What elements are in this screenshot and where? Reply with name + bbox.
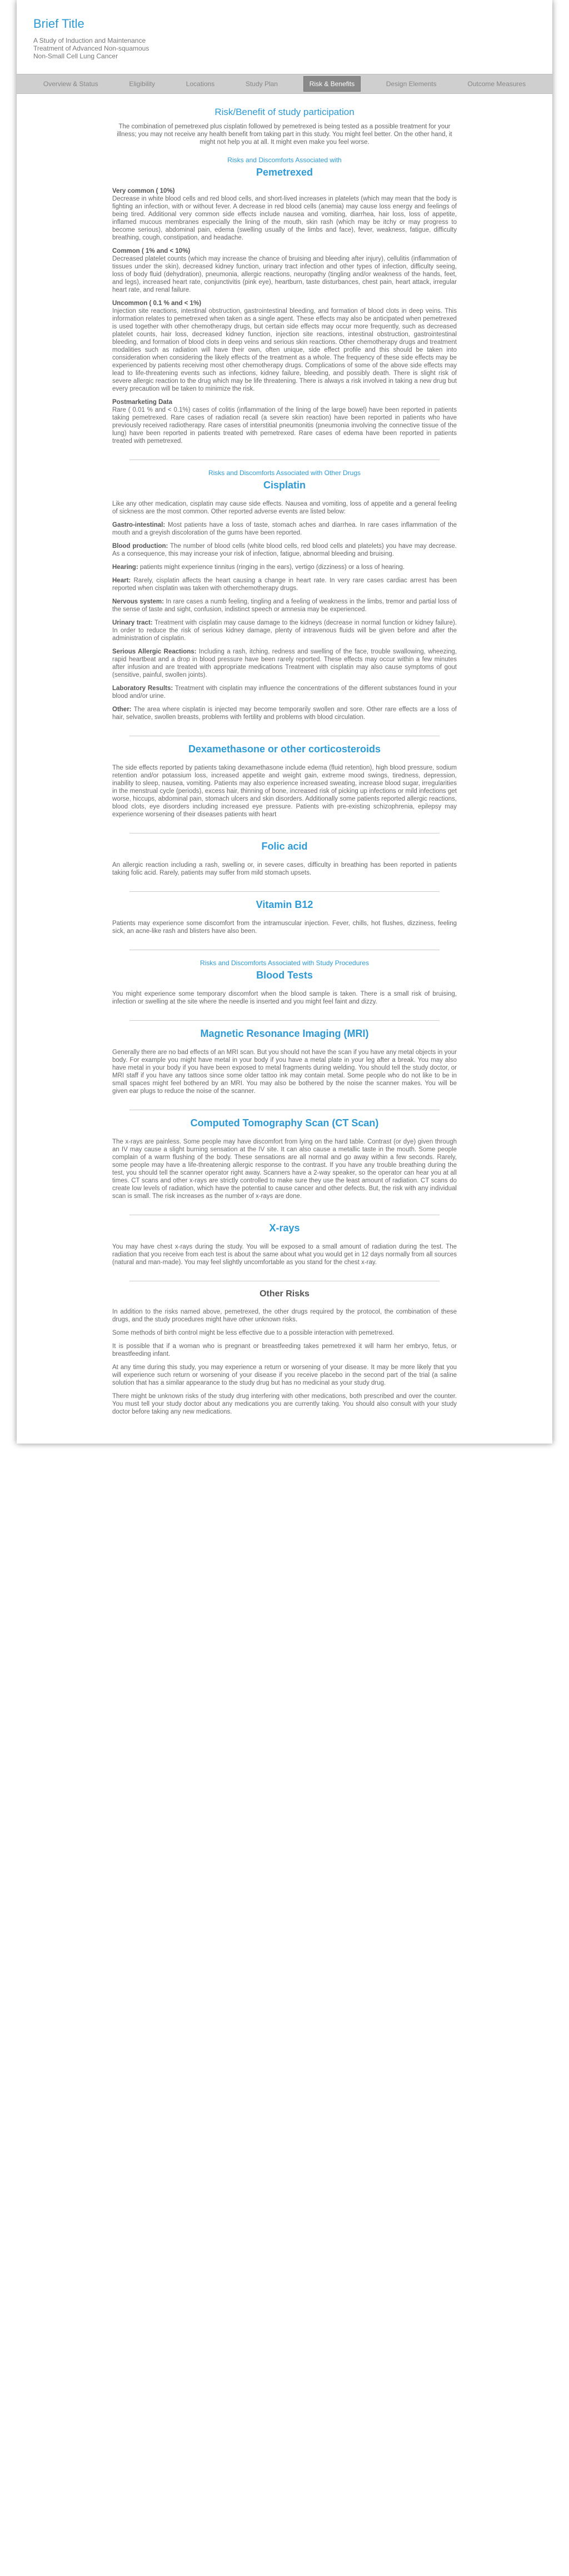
- freq-text: Injection site reactions, intestinal obstruction, gastrointestinal bleeding, and formation of blood clots in deep veins. This information relates to pemetrexed when taken as a single agent. These effects may also be anticipated when pemetrexed is used together with other chemotherapy drugs, but certain side effects may occur more frequently, such as decreased platelet counts, hair loss, decreased kidney function, injection site reactions, intestinal obstruction, gastrointestinal bleeding, and formation of blood clots in deep veins and serious skin reactions. Other chemotherapy drugs and treatment modalities such as radiation will have their own, often unique, side effect profile and this should be taken into consideration when considering the likely effects of the treatment as a whole. The frequency of these side effects may be experienced by patients receiving most other chemotherapy drugs. Complications of some of the above side effects may lead to life-threatening events such as infections, kidney failure, bleeding, and possibly death. There is slight risk of severe allergic reaction to the drug which may be life threatening. There is always a risk involved in taking a new drug but every precaution will be taken to minimize the risk.: [112, 308, 457, 392]
- drug-title-folic-acid: Folic acid: [261, 841, 308, 852]
- item-label: Gastro-intestinal:: [112, 522, 166, 528]
- cisplatin-item: [112, 521, 457, 537]
- item-text: The number of blood cells (white blood cells, red blood cells and platelets) you have may decrease. As a consequence, this may increase your risk of infection, fatigue, abnormal bleeding and bruising.: [112, 543, 457, 557]
- subtitle-line: A Study of Induction and Maintenance: [33, 37, 146, 44]
- tab-risk-benefits[interactable]: Risk & Benefits: [303, 76, 361, 92]
- page-frame: [17, 0, 552, 1444]
- vitamin-b12-text: Patients may experience some discomfort from the intramuscular injection. Fever, chills, hot flushes, dizziness, feeling sick, an acne-like rash and blisters have also been.: [112, 920, 457, 935]
- cisplatin-item: [112, 648, 457, 679]
- item-text: In rare cases a numb feeling, tingling and a feeling of weakness in the limbs, tremor and partial loss of the sense of taste and sight, confusion, indistinct speech or amnesia may be experienced.: [112, 598, 457, 613]
- item-label: Blood production:: [112, 543, 168, 550]
- item-text: Treatment with cisplatin may cause damage to the kidneys (decrease in normal function or kidney failure). In order to reduce the risk of serious kidney damage, plenty of intravenous fluids will be given before and after the administration of cisplatin.: [112, 620, 457, 642]
- brief-title: Brief Title: [33, 17, 84, 31]
- cisplatin-intro: Like any other medication, cisplatin may cause side effects. Nausea and vomiting, loss of appetite and a general feeling of sickness are the most common. Other reported adverse events are listed below:: [112, 501, 457, 515]
- cisplatin-item: [112, 598, 457, 613]
- other-risks-text: It is possible that if a woman who is pregnant or breastfeeding takes pemetrexed it will harm her embryo, fetus, or breastfeeding infant.: [112, 1343, 457, 1357]
- section-label-pemetrexed: Risks and Discomforts Associated with: [227, 156, 342, 164]
- tab-outcome-measures[interactable]: Outcome Measures: [467, 80, 526, 88]
- tab-design-elements[interactable]: Design Elements: [386, 80, 437, 88]
- freq-title: Very common ( 10%): [112, 188, 175, 194]
- tab-eligibility[interactable]: Eligibility: [129, 80, 156, 88]
- drug-title-vitamin-b12: Vitamin B12: [256, 899, 313, 910]
- divider: [129, 891, 440, 892]
- other-risks-text: There might be unknown risks of the study drug interfering with other medications, both prescribed and over the counter. You must tell your study doctor about any medications you are currently taking. You should also consult with your study doctor before taking any new medications.: [112, 1393, 457, 1415]
- folic-acid-text: An allergic reaction including a rash, swelling or, in severe cases, difficulty in breathing has been reported in patients taking folic acid. Rarely, patients may suffer from mild stomach upsets.: [112, 862, 457, 876]
- section-label-procedures: Risks and Discomforts Associated with Study Procedures: [199, 959, 370, 967]
- tab-locations[interactable]: Locations: [186, 80, 215, 88]
- page-title: Risk/Benefit of study participation: [214, 107, 355, 117]
- item-label: Nervous system:: [112, 598, 164, 605]
- brief-header: [17, 0, 552, 74]
- freq-text: Decreased platelet counts (which may increase the chance of bruising and bleeding after injury), cellulitis (inflammation of tissues under the skin), decreased kidney function, urinary tract infection and other types of infection, difficulty seeing, loss of body fluid (dehydration), pneumonia, allergic reactions, neuropathy (tingling and/or weakness of the hands, feet, and legs), increased heart rate, conjunctivitis (pink eye), heartburn, taste disturbances, chest pain, heart attack, irregular heart rate, and renal failure.: [112, 256, 457, 293]
- drug-title-cisplatin: Cisplatin: [263, 480, 306, 491]
- tab-overview-status[interactable]: Overview & Status: [43, 80, 98, 88]
- item-text: Most patients have a loss of taste, stomach aches and diarrhea. In rare cases inflammation of the mouth and a greyish discoloration of the gums have been reported.: [112, 522, 457, 536]
- item-label: Laboratory Results:: [112, 685, 173, 692]
- procedure-title-xrays: X-rays: [269, 1222, 300, 1234]
- tab-study-plan[interactable]: Study Plan: [245, 80, 278, 88]
- procedure-title-mri: Magnetic Resonance Imaging (MRI): [200, 1028, 369, 1039]
- item-text: Including a rash, itching, redness and swelling of the face, trouble swallowing, wheezing, rapid heartbeat and a drop in blood pressure have been rarely reported. These effects may occur within a few minutes after infusion and are treated with appropriate medications Treatment with cisplatin may also cause symptoms of gout (sensitive, painful, swollen joints).: [112, 648, 457, 678]
- procedure-title-blood-tests: Blood Tests: [256, 970, 313, 981]
- ct-scan-text: The x-rays are painless. Some people may have discomfort from lying on the hard table. Contrast (or dye) given through an IV may cause a slight burning sensation at the IV site. It can also cause a metallic taste in the mouth. Some people complain of a warm flushing of the body. These sensations are all normal and go away within a few seconds. Rarely, some people may have a life-threatening allergic response to the contrast. If you have any trouble breathing during the test, you should tell the scanner operator right away. Scanners have a 2-way speaker, so the operator can hear you at all times. CT scans and other x-rays are strictly controlled to make sure they use the least amount of radiation. CT scans do create low levels of radiation, which have the potential to cause cancer and other defects. But, the risk with any individual scan is small. The risk increases as the number of x-rays are done.: [112, 1139, 457, 1200]
- subtitle-line: Non-Small Cell Lung Cancer: [33, 52, 118, 60]
- freq-title: Common ( 1% and < 10%): [112, 248, 191, 254]
- item-text: Treatment with cisplatin may influence the concentrations of the different substances found in your blood and/or urine.: [112, 685, 457, 700]
- other-risks-title: Other Risks: [259, 1289, 310, 1299]
- section-label-other-drugs: Risks and Discomforts Associated with Other Drugs: [208, 469, 361, 477]
- cisplatin-item: [112, 577, 457, 592]
- blood-tests-text: You might experience some temporary discomfort when the blood sample is taken. There is a small risk of bruising, infection or swelling at the site where the needle is inserted and you might feel faint and dizzy.: [112, 991, 457, 1005]
- item-label: Heart:: [112, 577, 131, 584]
- pem-section: [112, 398, 457, 445]
- pem-section: [112, 247, 457, 294]
- other-risks-text: In addition to the risks named above, pemetrexed, the other drugs required by the protocol, the combination of these drugs, and the study procedures might have other unknown risks.: [112, 1309, 457, 1323]
- procedure-title-ct-scan: Computed Tomography Scan (CT Scan): [190, 1117, 379, 1129]
- other-risks-text: Some methods of birth control might be less effective due to a possible interaction with pemetrexed.: [112, 1330, 395, 1336]
- item-label: Other:: [112, 706, 132, 713]
- item-label: Hearing:: [112, 564, 138, 571]
- subtitle-line: Treatment of Advanced Non-squamous: [33, 44, 149, 52]
- section-nav: [17, 74, 552, 94]
- drug-title-dexamethasone: Dexamethasone or other corticosteroids: [188, 743, 381, 755]
- cisplatin-item: [112, 563, 457, 571]
- freq-text: Decrease in white blood cells and red blood cells, and short-lived increases in platelets (which may mean that the body is fighting an infection, with or without fever. A decrease in red blood cells (anemia) may cause loss energy and feelings of being tired. Additional very common side effects include nausea and vomiting, diarrhea, hair loss, loss of appetite, inflamed mucous membranes especially the lining of the mouth, skin rash (which may be itchy or may progress to become serious), abdominal pain, edema (swelling usually of the limbs and face), fever, weakness, fatigue, difficulty breathing, cough, constipation, and headache.: [112, 196, 457, 241]
- intro-text: The combination of pemetrexed plus cisplatin followed by pemetrexed is being tested as a possible treatment for your illness; you may not receive any health benefit from taking part in this study. You might feel better. On the other hand, it might not help you at all. It might even make you feel worse.: [117, 123, 452, 146]
- item-text: patients might experience tinnitus (ringing in the ears), vertigo (dizziness) or a loss of hearing.: [139, 564, 405, 571]
- freq-text: Rare ( 0.01 % and < 0.1%) cases of colitis (inflammation of the lining of the large bowel) have been reported in patients taking pemetrexed. Rare cases of radiation recall (a severe skin reaction) have been reported in patients who have previously received radiotherapy. Rare cases of interstitial pneumonitis (pneumonia involving the connective tissue of the lung) have been reported in patients treated with pemetrexed. Rare cases of edema have been reported in patients treated with pemetrexed.: [112, 407, 457, 445]
- freq-title: Postmarketing Data: [112, 399, 173, 406]
- mri-text: Generally there are no bad effects of an MRI scan. But you should not have the scan if you have any metal objects in your body. For example you might have metal in your body if you have a metal plate in your leg after a break. You may also have metal in your body if you have been exposed to metal fragments during welding. You should tell the study doctor, or MRI staff if you have any tattoos since some older tattoo ink may contain metal. Some people who do not like to be in small spaces might feel bothered by an MRI. You may also be bothered by the noise the scanner makes. You will be given ear plugs to reduce the noise of the scanner.: [112, 1049, 457, 1095]
- pem-section: [112, 299, 457, 393]
- item-label: Urinary tract:: [112, 620, 153, 626]
- other-risks-text: At any time during this study, you may experience a return or worsening of your disease. It may be more likely that you will experience such return or worsening of your disease if you receive placebo in the second part of the trial (a saline solution that has a similar appearance to the study drug but has no medicinal as your study drug.: [112, 1364, 457, 1386]
- item-text: The area where cisplatin is injected may become temporarily swollen and sore. Other rare effects are a loss of hair, selvatice, swollen breasts, problems with fertility and problems with blood circulation.: [112, 706, 457, 721]
- main-content: [112, 94, 457, 1416]
- dexamethasone-text: The side effects reported by patients taking dexamethasone include edema (fluid retention), high blood pressure, sodium retention and/or potassium loss, increased appetite and weight gain, extreme mood swings, tiredness, depression, inability to sleep, nausea, vomiting. Patients may also experience increased sweating, increase blood sugar, irregularities in the menstrual cycle (periods), excess hair, thinning of bone, increased risk of picking up infections or mild infections get worse, hiccups, abdominal pain, stomach ulcers and skin disorders. Additionally some patients reported allergic reactions, blood clots, eye disorders including increased eye pressure. Patients with pre-existing schizophrenia, epilepsy may experience worsening of their diseases patients with heart: [112, 765, 457, 818]
- item-text: Rarely, cisplatin affects the heart causing a change in heart rate. In very rare cases cardiac arrest has been reported when cisplatin was taken with otherchemotherapy drugs.: [112, 577, 457, 592]
- cisplatin-item: [112, 542, 457, 558]
- divider: [129, 1020, 440, 1021]
- freq-title: Uncommon ( 0.1 % and < 1%): [112, 300, 202, 307]
- item-label: Serious Allergic Reactions:: [112, 648, 197, 655]
- xrays-text: You may have chest x-rays during the study. You will be exposed to a small amount of radiation during the test. The radiation that you receive from each test is about the same about what you would get in 12 days normally from all sources (natural and man-made). You may feel slightly uncomfortable as you stand for the chest x-ray.: [112, 1244, 457, 1266]
- pem-section: [112, 187, 457, 242]
- cisplatin-item: [112, 619, 457, 642]
- cisplatin-item: [112, 685, 457, 700]
- drug-title-pemetrexed: Pemetrexed: [256, 167, 313, 178]
- cisplatin-item: [112, 706, 457, 721]
- brief-subtitle: [33, 37, 536, 60]
